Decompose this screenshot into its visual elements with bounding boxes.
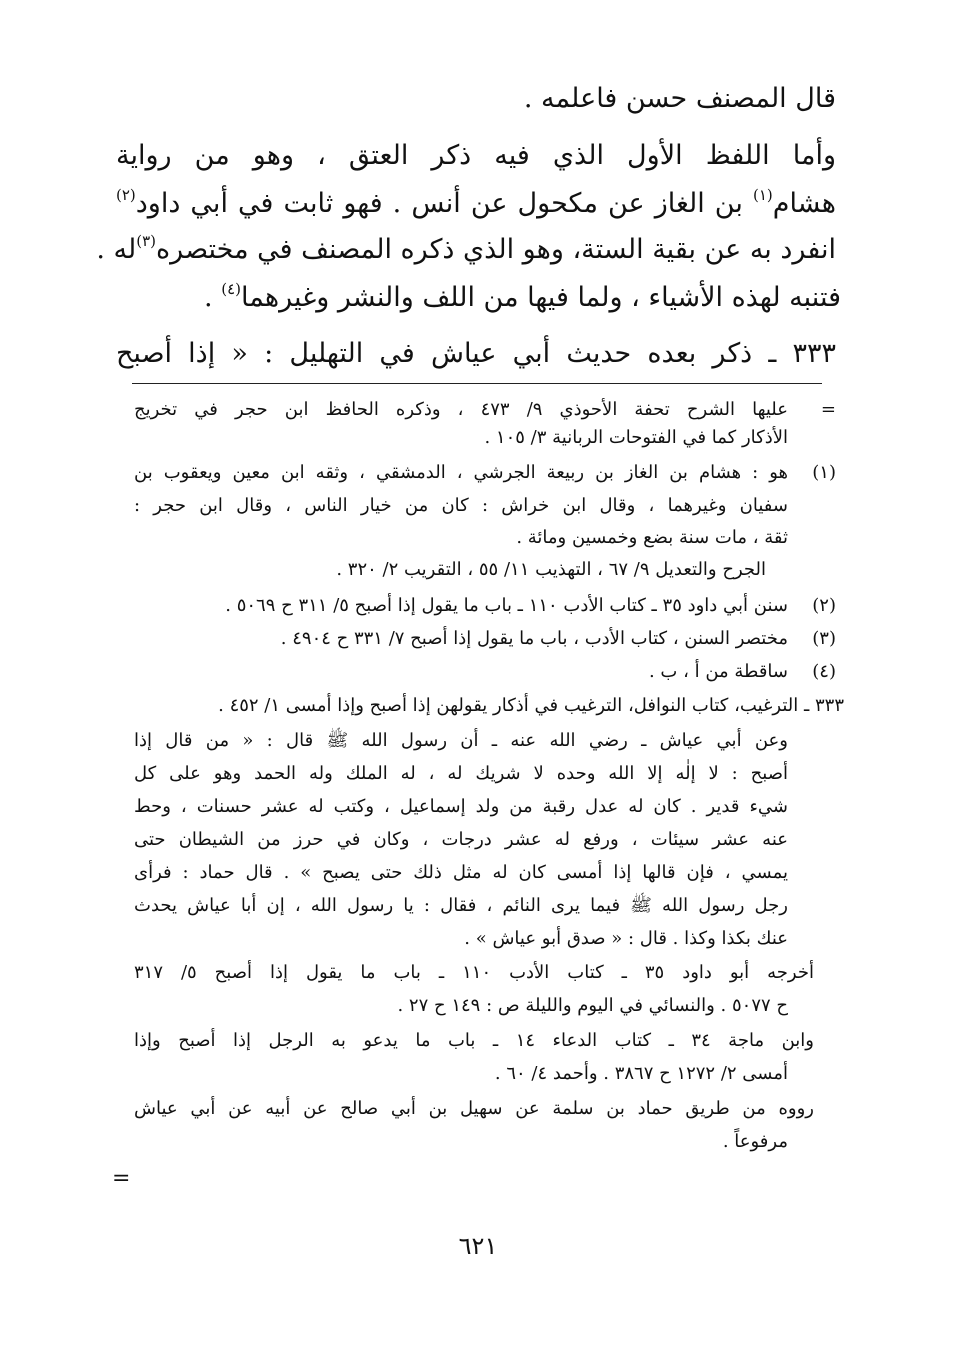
- footnote-separator: [132, 383, 822, 384]
- note-333-text: أمسى ٢/ ١٢٧٢ ح ٣٨٦٧ . وأحمد ٤/ ٦٠ .: [494, 1063, 788, 1084]
- note-333-line: [134, 726, 836, 756]
- note-333-line: [134, 825, 836, 855]
- note-333-text: أخرجه أبو داود ٣٥ ـ كتاب الأدب ١١٠ ـ باب ما يقول إذا أصبح ٥/ ٣١٧: [134, 962, 814, 983]
- footnote-3: [134, 624, 836, 654]
- note-333-line: [134, 1026, 836, 1056]
- footnote-ref-4: (٤): [221, 280, 241, 298]
- footnote-ref-3: (٣): [136, 232, 157, 250]
- footnote-line: الأذكار كما في الفتوحات الربانية ٣/ ١٠٥ .: [484, 427, 788, 448]
- main-line-5-a: فتنبه لهذه الأشياء ، ولما فيها من اللف والنشر وغيرهما: [241, 282, 841, 313]
- end-continuation-mark: =: [112, 1166, 131, 1191]
- footnote-2: [134, 591, 836, 621]
- note-333-line: [134, 1059, 836, 1089]
- note-333-line: [134, 759, 836, 789]
- note-333-text: وابن ماجة ٣٤ ـ كتاب الدعاء ١٤ ـ باب ما يدعو به الرجل إذا أصبح وإذا: [134, 1030, 814, 1051]
- note-333-line: [134, 1094, 836, 1124]
- footnote-1-line-2: [134, 491, 836, 521]
- main-line-4: [96, 228, 836, 272]
- note-333-text: عنك بكذا وكذا . قال : « صدق أبو عياش » .: [464, 928, 788, 949]
- note-333-text: رووه من طريق حماد بن سلمة عن سهيل بن أبي صالح عن أبيه عن أبي عياش: [134, 1098, 814, 1119]
- footnote-line: سنن أبي داود ٣٥ ـ كتاب الأدب ١١٠ ـ باب ما يقول إذا أصبح ٥/ ٣١١ ح ٥٠٦٩ .: [225, 595, 788, 616]
- footnote-line: ثقة ، مات سنة بضع وخمسين ومائة .: [516, 527, 788, 548]
- footnote-marker: (٤): [812, 661, 836, 682]
- note-333-text: أصبح : لا إلٰه إلا الله وحده لا شريك له ، له الملك وله الحمد وهو على كل: [134, 763, 788, 784]
- footnote-line: الجرح والتعديل ٩/ ٦٧ ، التهذيب ١١/ ٥٥ ، التقريب ٢/ ٣٢٠ .: [336, 559, 766, 580]
- main-line-4-a: انفرد به عن بقية الستة، وهو الذي ذكره المصنف في مختصره: [156, 234, 836, 265]
- note-333-line: [134, 891, 836, 921]
- main-line-5: [121, 276, 841, 320]
- main-line-3-b: بن الغاز عن مكحول عن أنس . فهو ثابت في أبي داود: [135, 188, 743, 219]
- note-333-heading-text: ٣٣٣ ـ الترغيب، كتاب النوافل، الترغيب في أذكار يقولهن إذا أصبح وإذا أمسى ١/ ٤٥٢ .: [218, 695, 844, 716]
- footnote-1-line-3: [134, 523, 836, 553]
- footnote-ref-2: (٢): [116, 186, 136, 204]
- note-333-text: مرفوعاً .: [722, 1131, 788, 1152]
- note-333-text: وعن أبي عياش ـ رضي الله عنه ـ أن رسول الله ﷺ قال : « من قال إذا: [134, 730, 788, 751]
- footnote-line: سفيان وغيرهما ، وقال ابن خراش : كان من خيار الناس ، وقال ابن حجر :: [134, 495, 788, 516]
- main-line-2: وأما اللفظ الأول الذي فيه ذكر العتق ، وهو من رواية: [116, 140, 836, 171]
- note-333-text: يمسي ، فإن قالها إذا أمسى كان له مثل ذلك حتى يصبح » . قال حماد : فرأى: [134, 862, 788, 883]
- note-333-heading: [134, 691, 844, 721]
- main-line-6: ٣٣٣ ـ ذكر بعده حديث أبي عياش في التهليل : « إذا أصبح: [116, 338, 836, 369]
- note-333-line: [134, 1127, 836, 1157]
- footnote-line: ساقطة من أ ، ب .: [648, 661, 788, 682]
- footnote-1: [134, 458, 836, 488]
- page-number: ٦٢١: [458, 1232, 498, 1260]
- footnote-1-line-4: [134, 555, 836, 585]
- footnote-line: عليها الشرح تحفة الأحوذي ٩/ ٤٧٣ ، وذكره الحافظ ابن حجر في تخريج: [134, 399, 789, 420]
- note-333-text: عنه عشر سيئات ، ورفع له عشر درجات ، وكان في حرز من الشيطان حتى: [134, 829, 788, 850]
- note-333-text: شيء قدير . كان له عدل رقبة من ولد إسماعيل ، وكتب له عشر حسنات ، وحط: [134, 796, 788, 817]
- note-333-line: [134, 924, 836, 954]
- footnote-ref-1: (١): [752, 186, 773, 204]
- main-line-4-b: له .: [96, 234, 137, 265]
- note-333-line: [134, 958, 836, 988]
- footnote-marker: (١): [812, 462, 836, 483]
- note-333-text: رجل رسول الله ﷺ فيما يرى النائم ، فقال : يا رسول الله ، إن أبا عياش يحدث: [134, 895, 788, 916]
- main-line-1: قال المصنف حسن فاعلمه .: [523, 83, 836, 114]
- footnote-line: هو : هشام بن الغاز بن ربيعة الجرشي ، الدمشقي ، وثقه ابن معين ويعقوب بن: [134, 462, 788, 483]
- footnote-continuation: [134, 395, 836, 425]
- note-333-line: [134, 991, 836, 1021]
- footnote-continuation-2: [134, 423, 836, 453]
- continuation-mark: =: [820, 399, 836, 420]
- main-line-5-b: .: [204, 282, 222, 313]
- note-333-line: [134, 792, 836, 822]
- footnote-marker: (٢): [812, 595, 836, 616]
- footnote-4: [134, 657, 836, 687]
- main-line-3: [116, 182, 836, 226]
- note-333-text: ح ٥٠٧٧ . والنسائي في اليوم والليلة ص : ١٤٩ ح ٢٧ .: [397, 995, 788, 1016]
- note-333-line: [134, 858, 836, 888]
- main-line-3-a: هشام: [772, 188, 837, 219]
- footnote-marker: (٣): [812, 628, 836, 649]
- footnote-line: مختصر السنن ، كتاب الأدب ، باب ما يقول إذا أصبح ٧/ ٣٣١ ح ٤٩٠٤ .: [280, 628, 788, 649]
